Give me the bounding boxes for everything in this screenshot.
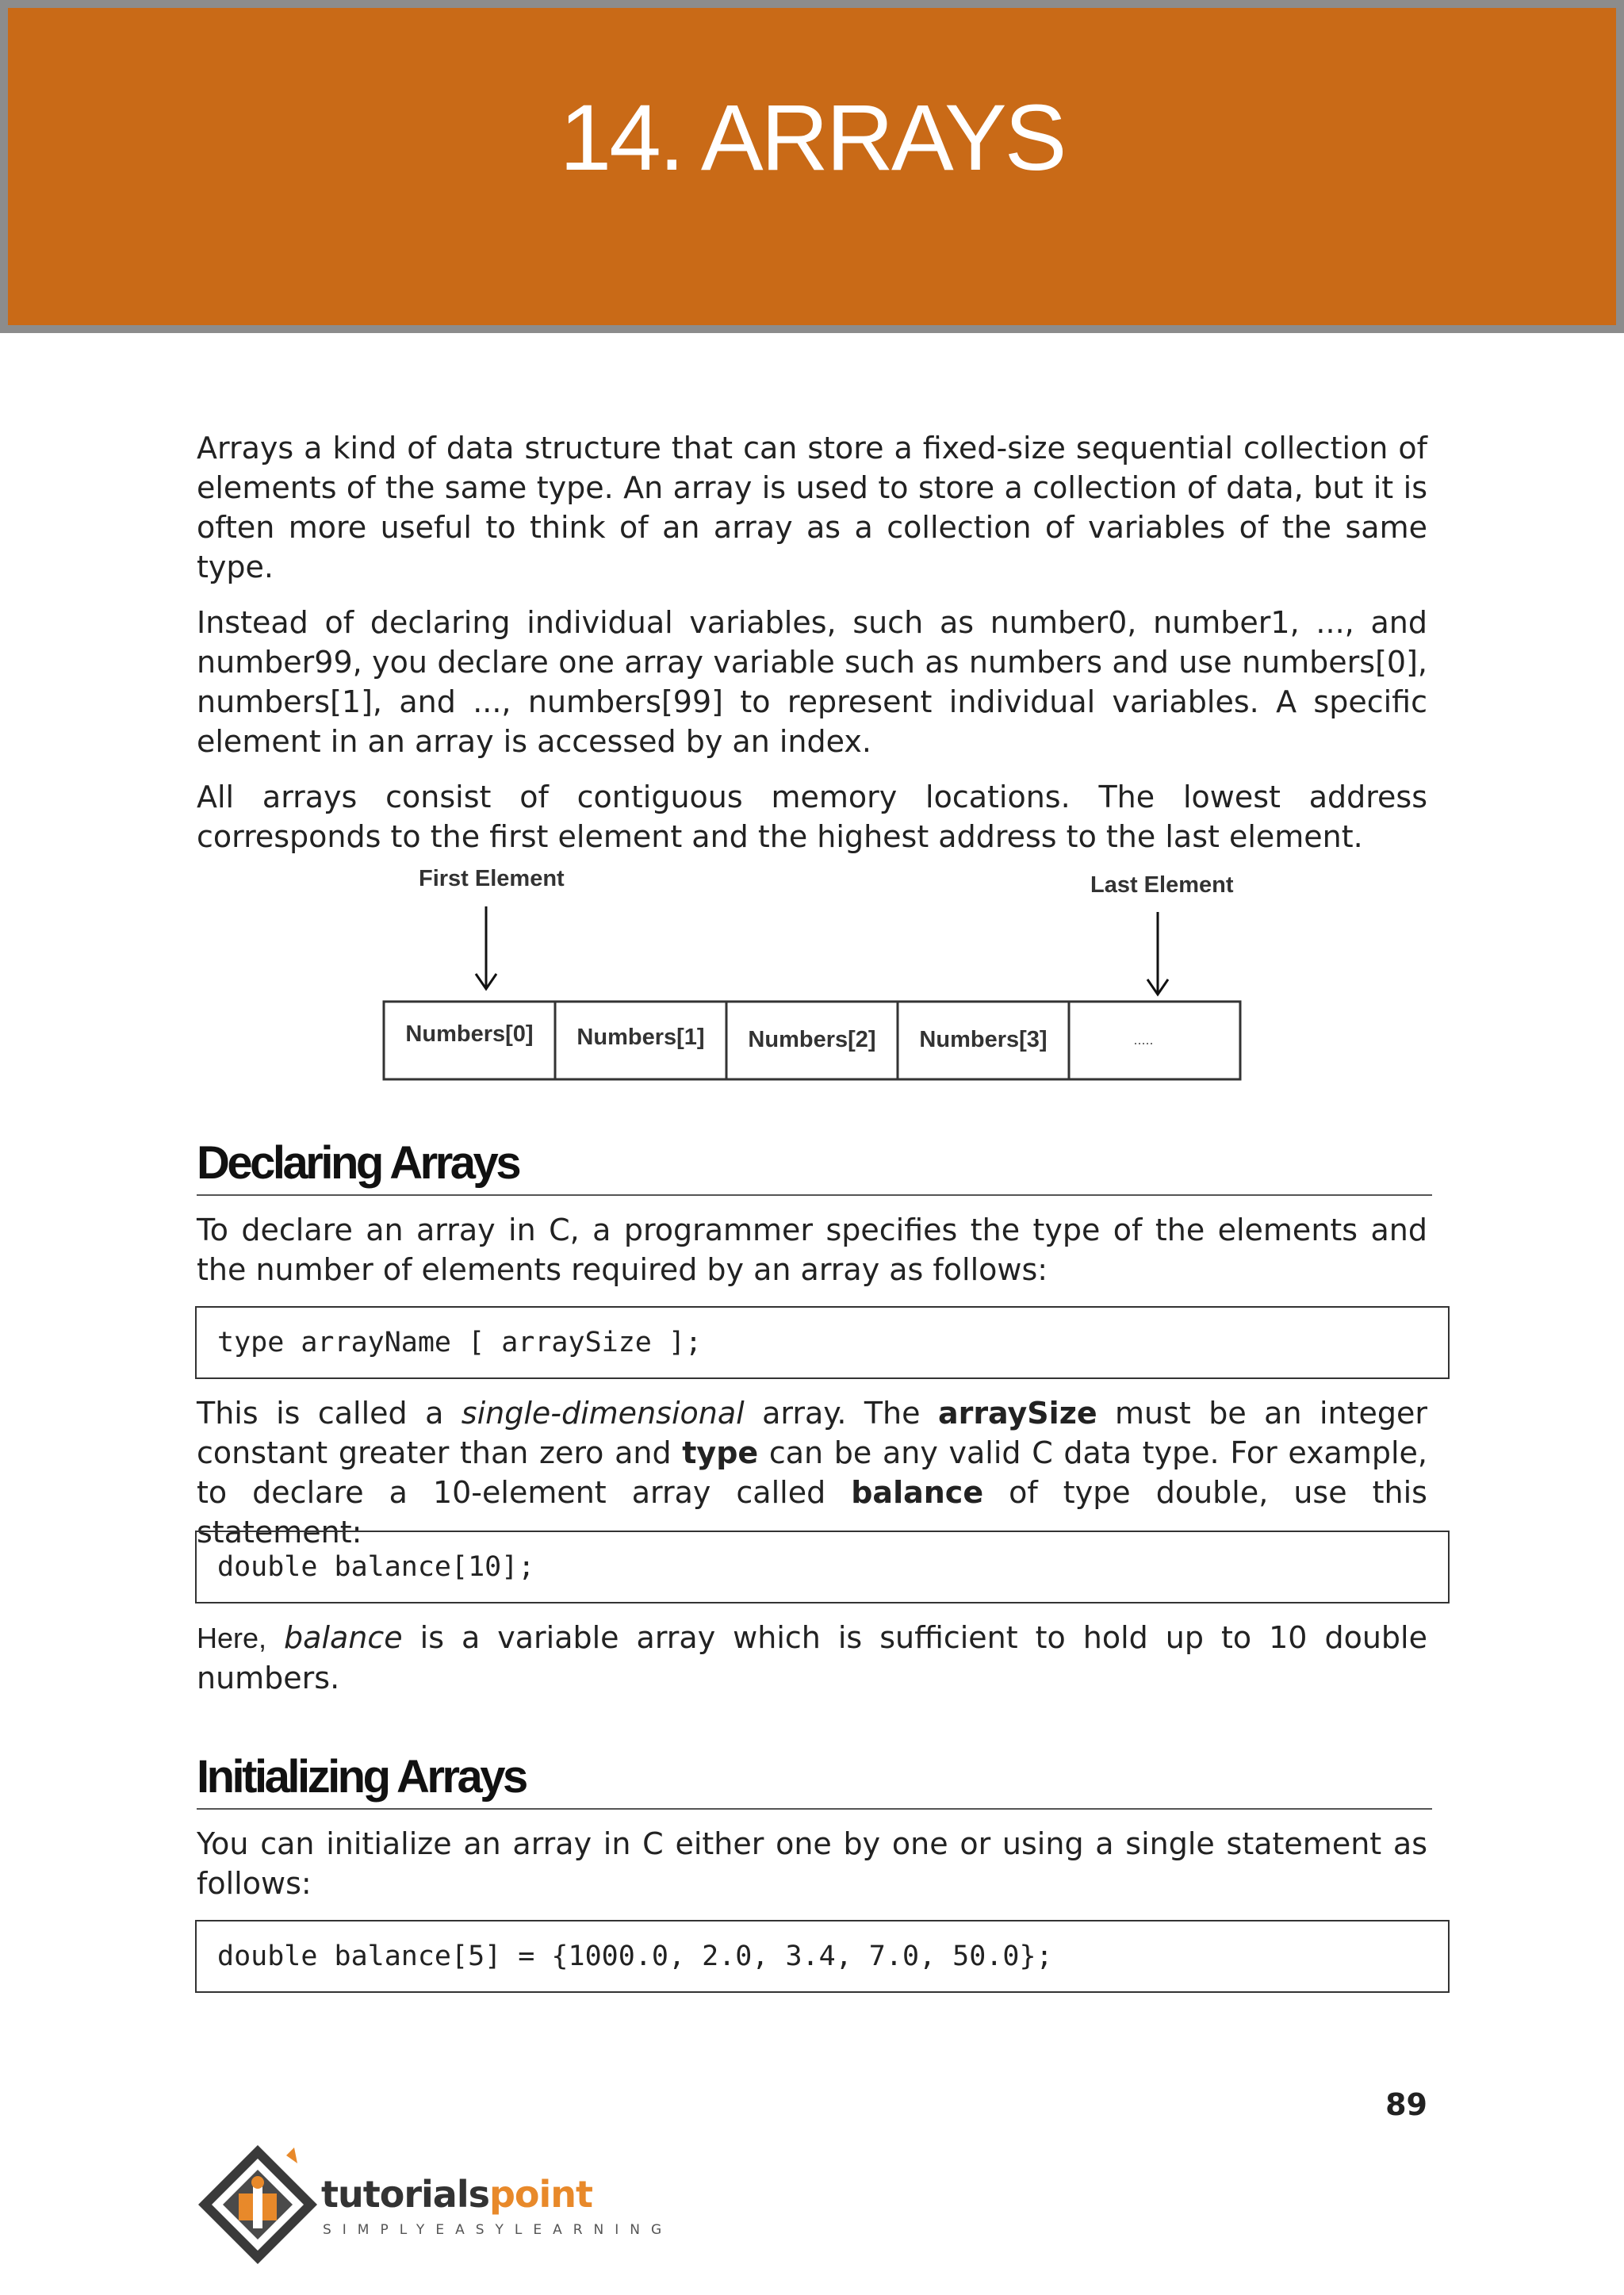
declaring-note: [197, 1618, 1427, 1698]
declaring-explanation: [197, 1393, 1427, 1552]
code-block-balance-declaration: double balance[10];: [195, 1531, 1450, 1603]
array-cell-1-label: Numbers[1]: [576, 1025, 705, 1050]
declaring-paragraph-2: [197, 1393, 1427, 1552]
declaring-paragraph-3: [197, 1618, 1427, 1698]
text-run: can be any valid C data type. For example, to declare a 10-element array called: [197, 1435, 1428, 1510]
array-cells-row: [384, 1002, 1240, 1079]
declaring-paragraph-1: To declare an array in C, a programmer specifies the type of the elements and the number of elements required by an array as follows:: [197, 1213, 1427, 1287]
emphasis-balance: balance: [284, 1620, 403, 1655]
text-run: is a variable array which is sufficient to hold up to 10 double numbers.: [197, 1620, 1427, 1695]
array-cell-3-label: Numbers[3]: [919, 1027, 1048, 1052]
text-run: array. The: [744, 1396, 938, 1431]
strong-array-size: arraySize: [937, 1396, 1097, 1431]
logo-diamond-icon: [194, 2141, 329, 2276]
array-cell-2-label: Numbers[2]: [748, 1027, 876, 1052]
code-block-initialization: double balance[5] = {1000.0, 2.0, 3.4, 7.0, 50.0};: [195, 1920, 1450, 1993]
chapter-banner: [0, 0, 1624, 333]
text-run: of type double, use this statement:: [197, 1475, 1427, 1550]
logo-wordmark: [321, 2173, 592, 2216]
text-run: This is called a: [197, 1396, 462, 1431]
initializing-section: [197, 1751, 1427, 1903]
first-element-label: First Element: [419, 866, 565, 891]
declaring-section: [197, 1137, 1427, 1289]
logo-word-point: point: [488, 2173, 593, 2216]
array-memory-diagram: [373, 860, 1253, 1090]
emphasis-single-dimensional: single-dimensional: [461, 1396, 745, 1431]
array-cell-0-label: Numbers[0]: [405, 1021, 534, 1047]
logo-word-tutorials: tutorials: [321, 2173, 489, 2216]
strong-balance: balance: [851, 1475, 984, 1510]
initializing-paragraph-1: You can initialize an array in C either one by one or using a single statement as follows:: [197, 1826, 1427, 1901]
code-block-declaration: type arrayName [ arraySize ];: [195, 1306, 1450, 1379]
tutorialspoint-logo: [194, 2141, 673, 2279]
declaring-arrays-heading: Declaring Arrays: [197, 1140, 1432, 1196]
logo-tagline: SIMPLYEASYLEARNING: [323, 2222, 673, 2238]
array-cell-4: [1069, 1002, 1240, 1079]
page-number: 89: [1385, 2087, 1427, 2122]
text-run-here: Here,: [197, 1622, 267, 1654]
text-run: must be an integer constant greater than zero and: [197, 1396, 1427, 1470]
intro-section: [197, 428, 1427, 856]
intro-paragraph-3: All arrays consist of contiguous memory locations. The lowest address corresponds to the first element and the highest address to the last element.: [197, 780, 1427, 854]
chapter-title: 14. ARRAYS: [559, 86, 1065, 190]
array-cell-4-label: .....: [1133, 1032, 1154, 1048]
initializing-arrays-heading: Initializing Arrays: [197, 1754, 1432, 1810]
intro-paragraph-1: Arrays a kind of data structure that can store a fixed-size sequential collection of elements of the same type. An array is used to store a collection of data, but it is often more useful to think of an array as a collection of variables of the same type.: [197, 431, 1427, 584]
last-element-label: Last Element: [1090, 872, 1234, 898]
intro-paragraph-2: Instead of declaring individual variables, such as number0, number1, ..., and number99, you declare one array variable such as numbers and use numbers[0], numbers[1], and ..., numbers[99] to represent individual variables. A specific element in an array is accessed by an index.: [197, 605, 1427, 759]
strong-type: type: [682, 1435, 759, 1470]
